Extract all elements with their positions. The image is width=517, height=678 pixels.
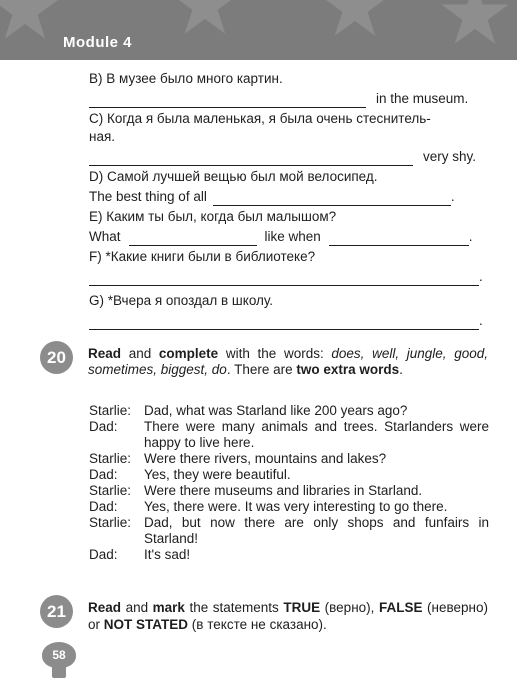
dialogue-line: Dad: There were many animals and trees. Starlanders were happy to live here.: [89, 419, 489, 450]
item-c-en: very shy.: [89, 146, 484, 166]
star-decoration: [440, 0, 510, 50]
item-c-ru: C) Когда я была маленькая, я была очень стеснитель-: [89, 111, 431, 126]
item-d-en: The best thing of all .: [89, 189, 455, 204]
answer-blank[interactable]: [89, 317, 479, 330]
task-21-instruction: Read and mark the statements TRUE (верно), FALSE (неверно) or NOT STATED (в тексте не сказано).: [88, 600, 488, 632]
translation-exercise: [89, 68, 484, 330]
star-decoration: [0, 0, 60, 45]
module-title: Module 4: [63, 34, 133, 51]
star-decoration: [170, 0, 240, 40]
task-number-20: 20: [40, 341, 73, 374]
item-b-en: in the museum.: [89, 88, 484, 108]
item-e-ru: E) Каким ты был, когда был малышом?: [89, 209, 337, 224]
answer-blank[interactable]: [89, 153, 413, 166]
dialogue-line: Dad: Yes, they were beautiful.: [89, 467, 291, 482]
item-g-ru: G) *Вчера я опоздал в школу.: [89, 293, 274, 308]
dialogue-line: Dad: It's sad!: [89, 547, 191, 562]
answer-blank[interactable]: [129, 233, 257, 246]
task-20-instruction: Read and complete with the words: does, well, jungle, good, sometimes, biggest, do. There are two extra words.: [88, 346, 488, 377]
word-bank: does, well, jungle, good, sometimes, biggest, do: [88, 346, 488, 377]
item-b-ru: B) В музее было много картин.: [89, 71, 283, 86]
answer-blank[interactable]: [89, 95, 366, 108]
star-decoration: [320, 0, 390, 42]
module-header: [0, 0, 517, 60]
answer-blank[interactable]: [89, 273, 479, 286]
page-number: 58: [42, 642, 76, 668]
task-number-21: 21: [40, 595, 73, 628]
item-f-en: .: [89, 266, 484, 286]
item-e-en: What like when .: [89, 229, 473, 244]
item-d-ru: D) Самой лучшей вещью был мой велосипед.: [89, 169, 378, 184]
dialogue-line: Starlie: Dad, what was Starland like 200 years ago?: [89, 403, 408, 418]
dialogue-line: Dad: Yes, there were. It was very interesting to go there.: [89, 499, 448, 514]
dialogue: [89, 403, 489, 563]
dialogue-line: Starlie: Dad, but now there are only shops and funfairs in Starland!: [89, 515, 489, 546]
answer-blank[interactable]: [213, 193, 451, 206]
answer-blank[interactable]: [329, 233, 469, 246]
item-c-ru-2: ная.: [89, 129, 116, 144]
item-g-en: .: [89, 310, 484, 330]
item-f-ru: F) *Какие книги были в библиотеке?: [89, 249, 316, 264]
dialogue-line: Starlie: Were there museums and libraries in Starland.: [89, 483, 423, 498]
page-number-badge: [42, 642, 76, 678]
dialogue-line: Starlie: Were there rivers, mountains and lakes?: [89, 451, 387, 466]
